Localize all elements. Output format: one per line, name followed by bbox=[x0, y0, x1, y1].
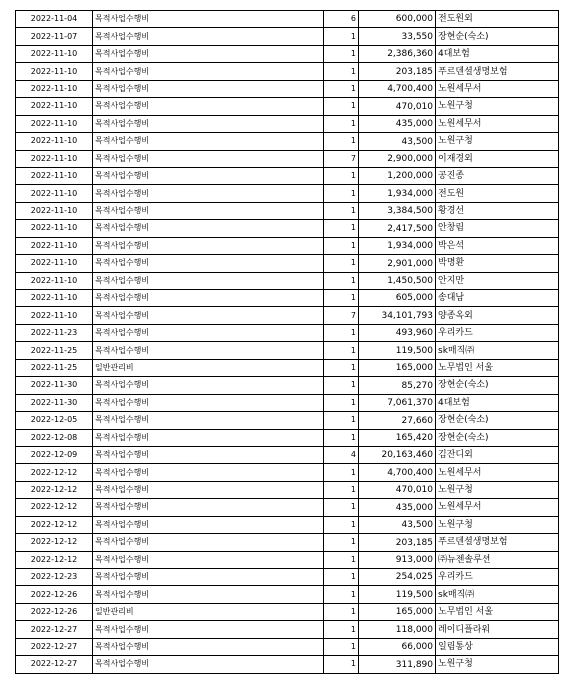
table-row bbox=[16, 638, 559, 655]
amount-cell: 20,163,460 bbox=[359, 446, 436, 463]
amount-cell: 470,010 bbox=[359, 481, 436, 498]
category-cell: 목적사업수행비 bbox=[93, 185, 324, 202]
category-cell: 목적사업수행비 bbox=[93, 516, 324, 533]
count-cell: 1 bbox=[324, 429, 359, 446]
payee-cell: 장현순(숙소) bbox=[436, 28, 559, 45]
category-cell: 목적사업수행비 bbox=[93, 621, 324, 638]
amount-cell: 470,010 bbox=[359, 98, 436, 115]
table-row bbox=[16, 656, 559, 673]
payee-cell: 4대보험 bbox=[436, 394, 559, 411]
amount-cell: 119,500 bbox=[359, 342, 436, 359]
category-cell: 목적사업수행비 bbox=[93, 656, 324, 673]
count-cell: 6 bbox=[324, 11, 359, 28]
payee-cell: 레이디플라워 bbox=[436, 621, 559, 638]
payee-cell: 노원세무서 bbox=[436, 499, 559, 516]
amount-cell: 165,000 bbox=[359, 359, 436, 376]
table-row bbox=[16, 11, 559, 28]
date-cell: 2022-12-12 bbox=[16, 534, 93, 551]
amount-cell: 34,101,793 bbox=[359, 307, 436, 324]
amount-cell: 435,000 bbox=[359, 499, 436, 516]
payee-cell: 장현순(숙소) bbox=[436, 377, 559, 394]
count-cell: 1 bbox=[324, 63, 359, 80]
category-cell: 목적사업수행비 bbox=[93, 377, 324, 394]
category-cell: 목적사업수행비 bbox=[93, 586, 324, 603]
table-row bbox=[16, 45, 559, 62]
date-cell: 2022-12-12 bbox=[16, 481, 93, 498]
category-cell: 목적사업수행비 bbox=[93, 290, 324, 307]
payee-cell: 노원세무서 bbox=[436, 80, 559, 97]
count-cell: 1 bbox=[324, 115, 359, 132]
payee-cell: 장현순(숙소) bbox=[436, 429, 559, 446]
count-cell: 1 bbox=[324, 255, 359, 272]
category-cell: 목적사업수행비 bbox=[93, 272, 324, 289]
payee-cell: 공진종 bbox=[436, 167, 559, 184]
table-row bbox=[16, 534, 559, 551]
count-cell: 1 bbox=[324, 272, 359, 289]
table-row bbox=[16, 290, 559, 307]
count-cell: 1 bbox=[324, 638, 359, 655]
table-row bbox=[16, 324, 559, 341]
table-row bbox=[16, 586, 559, 603]
payee-cell: 노무법인 서울 bbox=[436, 603, 559, 620]
table-row bbox=[16, 202, 559, 219]
amount-cell: 43,500 bbox=[359, 516, 436, 533]
date-cell: 2022-11-04 bbox=[16, 11, 93, 28]
table-row bbox=[16, 429, 559, 446]
count-cell: 1 bbox=[324, 377, 359, 394]
count-cell: 1 bbox=[324, 481, 359, 498]
category-cell: 목적사업수행비 bbox=[93, 202, 324, 219]
table-row bbox=[16, 237, 559, 254]
payee-cell: 장현순(숙소) bbox=[436, 412, 559, 429]
payee-cell: 우리카드 bbox=[436, 569, 559, 586]
count-cell: 1 bbox=[324, 499, 359, 516]
payee-cell: 노원구청 bbox=[436, 516, 559, 533]
payee-cell: 황경선 bbox=[436, 202, 559, 219]
date-cell: 2022-12-27 bbox=[16, 656, 93, 673]
date-cell: 2022-12-26 bbox=[16, 586, 93, 603]
category-cell: 목적사업수행비 bbox=[93, 307, 324, 324]
date-cell: 2022-11-10 bbox=[16, 202, 93, 219]
category-cell: 목적사업수행비 bbox=[93, 324, 324, 341]
table-row bbox=[16, 516, 559, 533]
amount-cell: 7,061,370 bbox=[359, 394, 436, 411]
category-cell: 목적사업수행비 bbox=[93, 569, 324, 586]
table-row bbox=[16, 446, 559, 463]
category-cell: 목적사업수행비 bbox=[93, 429, 324, 446]
category-cell: 목적사업수행비 bbox=[93, 342, 324, 359]
payee-cell: 이재경외 bbox=[436, 150, 559, 167]
date-cell: 2022-11-10 bbox=[16, 167, 93, 184]
payee-cell: 푸르덴셜생명보험 bbox=[436, 63, 559, 80]
date-cell: 2022-12-12 bbox=[16, 464, 93, 481]
category-cell: 목적사업수행비 bbox=[93, 98, 324, 115]
payee-cell: 박은석 bbox=[436, 237, 559, 254]
payee-cell: 노원구청 bbox=[436, 656, 559, 673]
count-cell: 1 bbox=[324, 80, 359, 97]
count-cell: 1 bbox=[324, 202, 359, 219]
table-row bbox=[16, 115, 559, 132]
amount-cell: 605,000 bbox=[359, 290, 436, 307]
count-cell: 1 bbox=[324, 603, 359, 620]
payee-cell: 전도원외 bbox=[436, 11, 559, 28]
count-cell: 1 bbox=[324, 569, 359, 586]
date-cell: 2022-11-23 bbox=[16, 324, 93, 341]
category-cell: 목적사업수행비 bbox=[93, 499, 324, 516]
amount-cell: 1,200,000 bbox=[359, 167, 436, 184]
count-cell: 1 bbox=[324, 551, 359, 568]
amount-cell: 118,000 bbox=[359, 621, 436, 638]
amount-cell: 203,185 bbox=[359, 534, 436, 551]
payee-cell: 송대남 bbox=[436, 290, 559, 307]
payee-cell: 노원세무서 bbox=[436, 464, 559, 481]
category-cell: 목적사업수행비 bbox=[93, 63, 324, 80]
category-cell: 목적사업수행비 bbox=[93, 534, 324, 551]
table-row bbox=[16, 185, 559, 202]
date-cell: 2022-11-10 bbox=[16, 63, 93, 80]
amount-cell: 33,550 bbox=[359, 28, 436, 45]
category-cell: 목적사업수행비 bbox=[93, 412, 324, 429]
table-row bbox=[16, 133, 559, 150]
date-cell: 2022-11-10 bbox=[16, 150, 93, 167]
date-cell: 2022-11-10 bbox=[16, 220, 93, 237]
date-cell: 2022-11-10 bbox=[16, 290, 93, 307]
count-cell: 1 bbox=[324, 621, 359, 638]
table-row bbox=[16, 28, 559, 45]
category-cell: 목적사업수행비 bbox=[93, 167, 324, 184]
payee-cell: 일림통상 bbox=[436, 638, 559, 655]
amount-cell: 2,386,360 bbox=[359, 45, 436, 62]
date-cell: 2022-11-10 bbox=[16, 133, 93, 150]
amount-cell: 3,384,500 bbox=[359, 202, 436, 219]
table-row bbox=[16, 307, 559, 324]
category-cell: 목적사업수행비 bbox=[93, 255, 324, 272]
category-cell: 목적사업수행비 bbox=[93, 464, 324, 481]
count-cell: 1 bbox=[324, 342, 359, 359]
payee-cell: 노무법인 서울 bbox=[436, 359, 559, 376]
table-row bbox=[16, 621, 559, 638]
amount-cell: 435,000 bbox=[359, 115, 436, 132]
payee-cell: 푸르덴셜생명보험 bbox=[436, 534, 559, 551]
table-row bbox=[16, 394, 559, 411]
date-cell: 2022-12-27 bbox=[16, 621, 93, 638]
category-cell: 목적사업수행비 bbox=[93, 45, 324, 62]
count-cell: 1 bbox=[324, 133, 359, 150]
payee-cell: 김잔디외 bbox=[436, 446, 559, 463]
category-cell: 목적사업수행비 bbox=[93, 237, 324, 254]
amount-cell: 1,450,500 bbox=[359, 272, 436, 289]
category-cell: 목적사업수행비 bbox=[93, 481, 324, 498]
payee-cell: sk매직㈜ bbox=[436, 586, 559, 603]
table-row bbox=[16, 150, 559, 167]
payee-cell: 노원세무서 bbox=[436, 115, 559, 132]
amount-cell: 1,934,000 bbox=[359, 237, 436, 254]
table-row bbox=[16, 377, 559, 394]
count-cell: 1 bbox=[324, 516, 359, 533]
amount-cell: 2,900,000 bbox=[359, 150, 436, 167]
payee-cell: ㈜뉴젠솔루션 bbox=[436, 551, 559, 568]
date-cell: 2022-11-30 bbox=[16, 394, 93, 411]
table-row bbox=[16, 98, 559, 115]
table-row bbox=[16, 464, 559, 481]
count-cell: 1 bbox=[324, 534, 359, 551]
amount-cell: 2,417,500 bbox=[359, 220, 436, 237]
count-cell: 1 bbox=[324, 220, 359, 237]
table-row bbox=[16, 272, 559, 289]
table-row bbox=[16, 412, 559, 429]
table-row bbox=[16, 481, 559, 498]
amount-cell: 1,934,000 bbox=[359, 185, 436, 202]
amount-cell: 203,185 bbox=[359, 63, 436, 80]
category-cell: 목적사업수행비 bbox=[93, 11, 324, 28]
date-cell: 2022-11-10 bbox=[16, 237, 93, 254]
table-row bbox=[16, 80, 559, 97]
amount-cell: 43,500 bbox=[359, 133, 436, 150]
table-row bbox=[16, 342, 559, 359]
count-cell: 1 bbox=[324, 28, 359, 45]
amount-cell: 4,700,400 bbox=[359, 464, 436, 481]
count-cell: 1 bbox=[324, 464, 359, 481]
date-cell: 2022-12-12 bbox=[16, 499, 93, 516]
date-cell: 2022-11-10 bbox=[16, 307, 93, 324]
category-cell: 목적사업수행비 bbox=[93, 638, 324, 655]
category-cell: 목적사업수행비 bbox=[93, 150, 324, 167]
table-row bbox=[16, 499, 559, 516]
count-cell: 1 bbox=[324, 290, 359, 307]
date-cell: 2022-12-09 bbox=[16, 446, 93, 463]
amount-cell: 27,660 bbox=[359, 412, 436, 429]
count-cell: 7 bbox=[324, 307, 359, 324]
amount-cell: 165,420 bbox=[359, 429, 436, 446]
date-cell: 2022-11-10 bbox=[16, 272, 93, 289]
category-cell: 일반관리비 bbox=[93, 603, 324, 620]
payee-cell: 4대보험 bbox=[436, 45, 559, 62]
table-row bbox=[16, 569, 559, 586]
count-cell: 1 bbox=[324, 412, 359, 429]
amount-cell: 165,000 bbox=[359, 603, 436, 620]
date-cell: 2022-12-05 bbox=[16, 412, 93, 429]
count-cell: 1 bbox=[324, 586, 359, 603]
category-cell: 목적사업수행비 bbox=[93, 394, 324, 411]
amount-cell: 913,000 bbox=[359, 551, 436, 568]
count-cell: 1 bbox=[324, 656, 359, 673]
category-cell: 일반관리비 bbox=[93, 359, 324, 376]
date-cell: 2022-11-10 bbox=[16, 80, 93, 97]
count-cell: 4 bbox=[324, 446, 359, 463]
count-cell: 1 bbox=[324, 167, 359, 184]
category-cell: 목적사업수행비 bbox=[93, 115, 324, 132]
date-cell: 2022-12-08 bbox=[16, 429, 93, 446]
expense-ledger-table bbox=[15, 10, 559, 674]
payee-cell: 박명환 bbox=[436, 255, 559, 272]
amount-cell: 85,270 bbox=[359, 377, 436, 394]
table-row bbox=[16, 63, 559, 80]
date-cell: 2022-11-07 bbox=[16, 28, 93, 45]
category-cell: 목적사업수행비 bbox=[93, 80, 324, 97]
count-cell: 1 bbox=[324, 359, 359, 376]
date-cell: 2022-11-25 bbox=[16, 342, 93, 359]
count-cell: 7 bbox=[324, 150, 359, 167]
amount-cell: 66,000 bbox=[359, 638, 436, 655]
category-cell: 목적사업수행비 bbox=[93, 551, 324, 568]
count-cell: 1 bbox=[324, 324, 359, 341]
category-cell: 목적사업수행비 bbox=[93, 133, 324, 150]
payee-cell: 안창림 bbox=[436, 220, 559, 237]
date-cell: 2022-11-10 bbox=[16, 185, 93, 202]
payee-cell: 노원구청 bbox=[436, 98, 559, 115]
category-cell: 목적사업수행비 bbox=[93, 446, 324, 463]
payee-cell: sk매직㈜ bbox=[436, 342, 559, 359]
amount-cell: 493,960 bbox=[359, 324, 436, 341]
amount-cell: 311,890 bbox=[359, 656, 436, 673]
table-row bbox=[16, 255, 559, 272]
ledger-body bbox=[16, 11, 559, 674]
payee-cell: 노원구청 bbox=[436, 133, 559, 150]
payee-cell: 양종옥외 bbox=[436, 307, 559, 324]
date-cell: 2022-12-26 bbox=[16, 603, 93, 620]
date-cell: 2022-12-23 bbox=[16, 569, 93, 586]
date-cell: 2022-12-27 bbox=[16, 638, 93, 655]
date-cell: 2022-11-10 bbox=[16, 98, 93, 115]
amount-cell: 254,025 bbox=[359, 569, 436, 586]
payee-cell: 우리카드 bbox=[436, 324, 559, 341]
count-cell: 1 bbox=[324, 237, 359, 254]
category-cell: 목적사업수행비 bbox=[93, 28, 324, 45]
amount-cell: 600,000 bbox=[359, 11, 436, 28]
category-cell: 목적사업수행비 bbox=[93, 220, 324, 237]
amount-cell: 4,700,400 bbox=[359, 80, 436, 97]
date-cell: 2022-11-10 bbox=[16, 255, 93, 272]
payee-cell: 전도원 bbox=[436, 185, 559, 202]
amount-cell: 119,500 bbox=[359, 586, 436, 603]
date-cell: 2022-12-12 bbox=[16, 551, 93, 568]
table-row bbox=[16, 167, 559, 184]
table-row bbox=[16, 220, 559, 237]
date-cell: 2022-11-10 bbox=[16, 45, 93, 62]
count-cell: 1 bbox=[324, 185, 359, 202]
count-cell: 1 bbox=[324, 98, 359, 115]
payee-cell: 노원구청 bbox=[436, 481, 559, 498]
table-row bbox=[16, 551, 559, 568]
table-row bbox=[16, 603, 559, 620]
table-row bbox=[16, 359, 559, 376]
date-cell: 2022-11-30 bbox=[16, 377, 93, 394]
date-cell: 2022-11-25 bbox=[16, 359, 93, 376]
count-cell: 1 bbox=[324, 394, 359, 411]
date-cell: 2022-11-10 bbox=[16, 115, 93, 132]
date-cell: 2022-12-12 bbox=[16, 516, 93, 533]
payee-cell: 안지만 bbox=[436, 272, 559, 289]
amount-cell: 2,901,000 bbox=[359, 255, 436, 272]
count-cell: 1 bbox=[324, 45, 359, 62]
